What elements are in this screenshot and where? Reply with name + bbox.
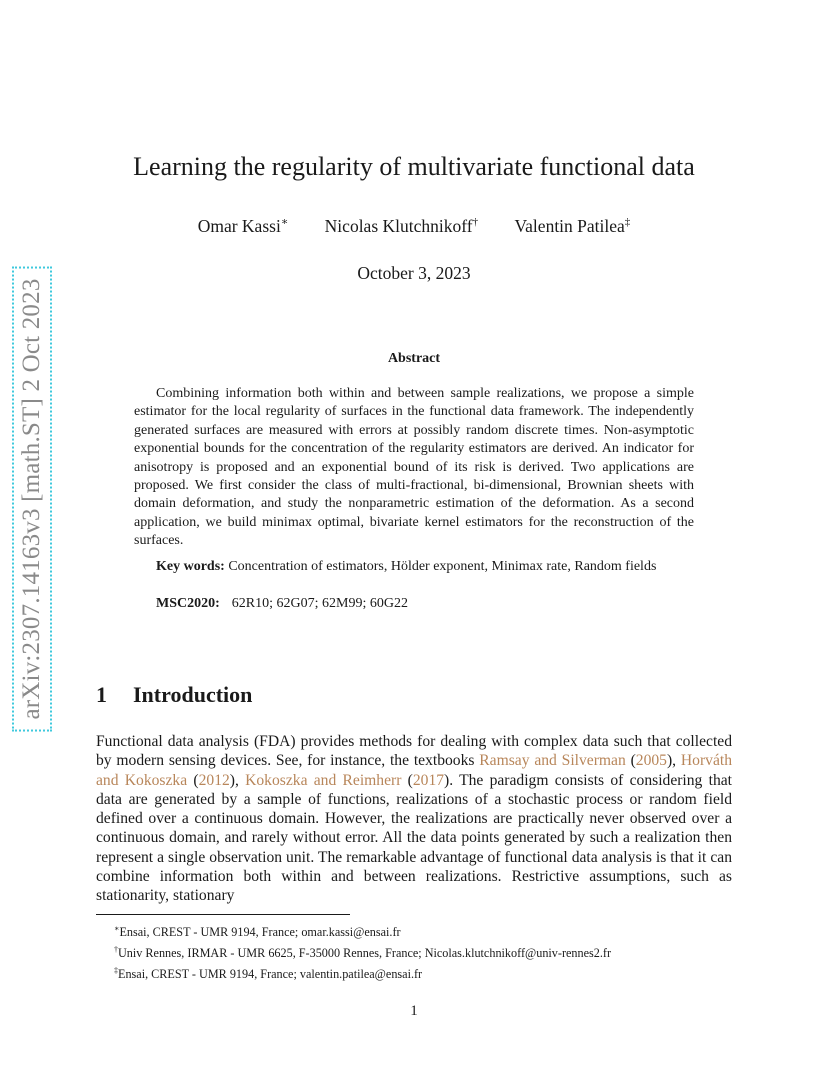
footnote	[96, 962, 756, 983]
abstract-text: Combining information both within and between sample realizations, we propose a simple estimator for the local regularity of surfaces in the functional data framework. The independently generated surfaces are measured with errors at possibly random discrete times. Non-asymptotic exponential bounds for the concentration of the regularity estimators are derived. An indicator for anisotropy is proposed and an exponential bound of its risk is derived. Two applications are proposed. We first consider the class of multi-fractional, bi-dimensional, Brownian sheets with domain deformation, and study the nonparametric estimation of the deformation. As a second application, we build minimax optimal, bivariate kernel estimators for the reconstruction of the surfaces.	[134, 386, 694, 549]
page-number: 1	[410, 1003, 418, 1019]
paper-title: Learning the regularity of multivariate functional data	[133, 152, 695, 181]
author-list	[80, 215, 748, 237]
body-text-segment: The paradigm consists of considering that data are generated by a sample of functions, realizations of a stochastic process or random field defined over a continuous domain. However, the realizations are practically never observed over a continuous domain, and rarely without error. All the data points generated by such a realization then represent a single observation unit. The remarkable advantage of functional data analysis is that it can combine information both within and between realizations. Restrictive assumptions, such as stationarity, stationary	[96, 771, 732, 905]
citation-year-link[interactable]: 2005	[635, 752, 667, 770]
section-title: Introduction	[133, 682, 253, 707]
arxiv-stamp	[12, 254, 52, 744]
citation-link[interactable]: Ramsay and Silverman	[479, 752, 626, 770]
keywords-text: Concentration of estimators, Hölder exponent, Minimax rate, Random fields	[228, 559, 657, 574]
author	[198, 216, 289, 236]
section-number: 1	[96, 682, 107, 707]
abstract-heading: Abstract	[387, 351, 441, 366]
footnotes	[96, 920, 756, 983]
footnote-text: Ensai, CREST - UMR 9194, France; omar.kassi@ensai.fr	[119, 925, 401, 940]
body-text-segment: (	[625, 752, 636, 770]
keywords-label: Key words:	[156, 559, 225, 574]
footnote-mark: †	[114, 945, 118, 955]
msc-text: 62R10; 62G07; 62M99; 60G22	[231, 596, 408, 611]
arxiv-stamp-text: arXiv:2307.14163v3 [math.ST] 2 Oct 2023	[12, 266, 52, 731]
footnote-text: Ensai, CREST - UMR 9194, France; valentin.patilea@ensai.fr	[118, 967, 423, 982]
author-name: Valentin Patilea	[514, 215, 625, 236]
msc-label: MSC2020:	[156, 596, 220, 611]
body-text-segment: (	[187, 771, 199, 789]
citation-link[interactable]: Horváth and Kokoszka	[96, 752, 732, 789]
paper-date: October 3, 2023	[357, 263, 471, 283]
author-mark: †	[472, 216, 479, 228]
author	[514, 216, 630, 236]
footnote-mark: ∗	[114, 924, 120, 933]
body-text-segment: (	[401, 771, 413, 789]
body-text-segment: ).	[444, 771, 460, 789]
footnote-text: Univ Rennes, IRMAR - UMR 6625, F-35000 Rennes, France; Nicolas.klutchnikoff@univ-rennes2.fr	[118, 946, 612, 961]
body-text-segment: Functional data analysis (FDA) provides methods for dealing with complex data such that collected by modern sensing devices. See, for instance, the textbooks	[96, 733, 732, 770]
author-name: Omar Kassi	[197, 215, 281, 236]
footnote-divider	[96, 914, 350, 915]
footnote	[96, 920, 756, 941]
body-paragraph	[96, 732, 732, 906]
msc-codes	[134, 596, 694, 612]
footnote	[96, 941, 756, 962]
author-mark: ∗	[280, 216, 289, 228]
footnote-mark: ‡	[114, 966, 118, 976]
citation-year-link[interactable]: 2012	[198, 771, 230, 789]
section-heading	[96, 682, 252, 708]
keywords	[134, 558, 694, 576]
author-mark: ‡	[624, 216, 631, 228]
citation-year-link[interactable]: 2017	[412, 771, 445, 789]
citation-link[interactable]: Kokoszka and Reimherr	[245, 771, 402, 789]
author	[325, 216, 478, 236]
body-text-segment: ),	[666, 752, 681, 770]
author-name: Nicolas Klutchnikoff	[324, 215, 473, 236]
body-text-segment: ),	[229, 771, 246, 789]
